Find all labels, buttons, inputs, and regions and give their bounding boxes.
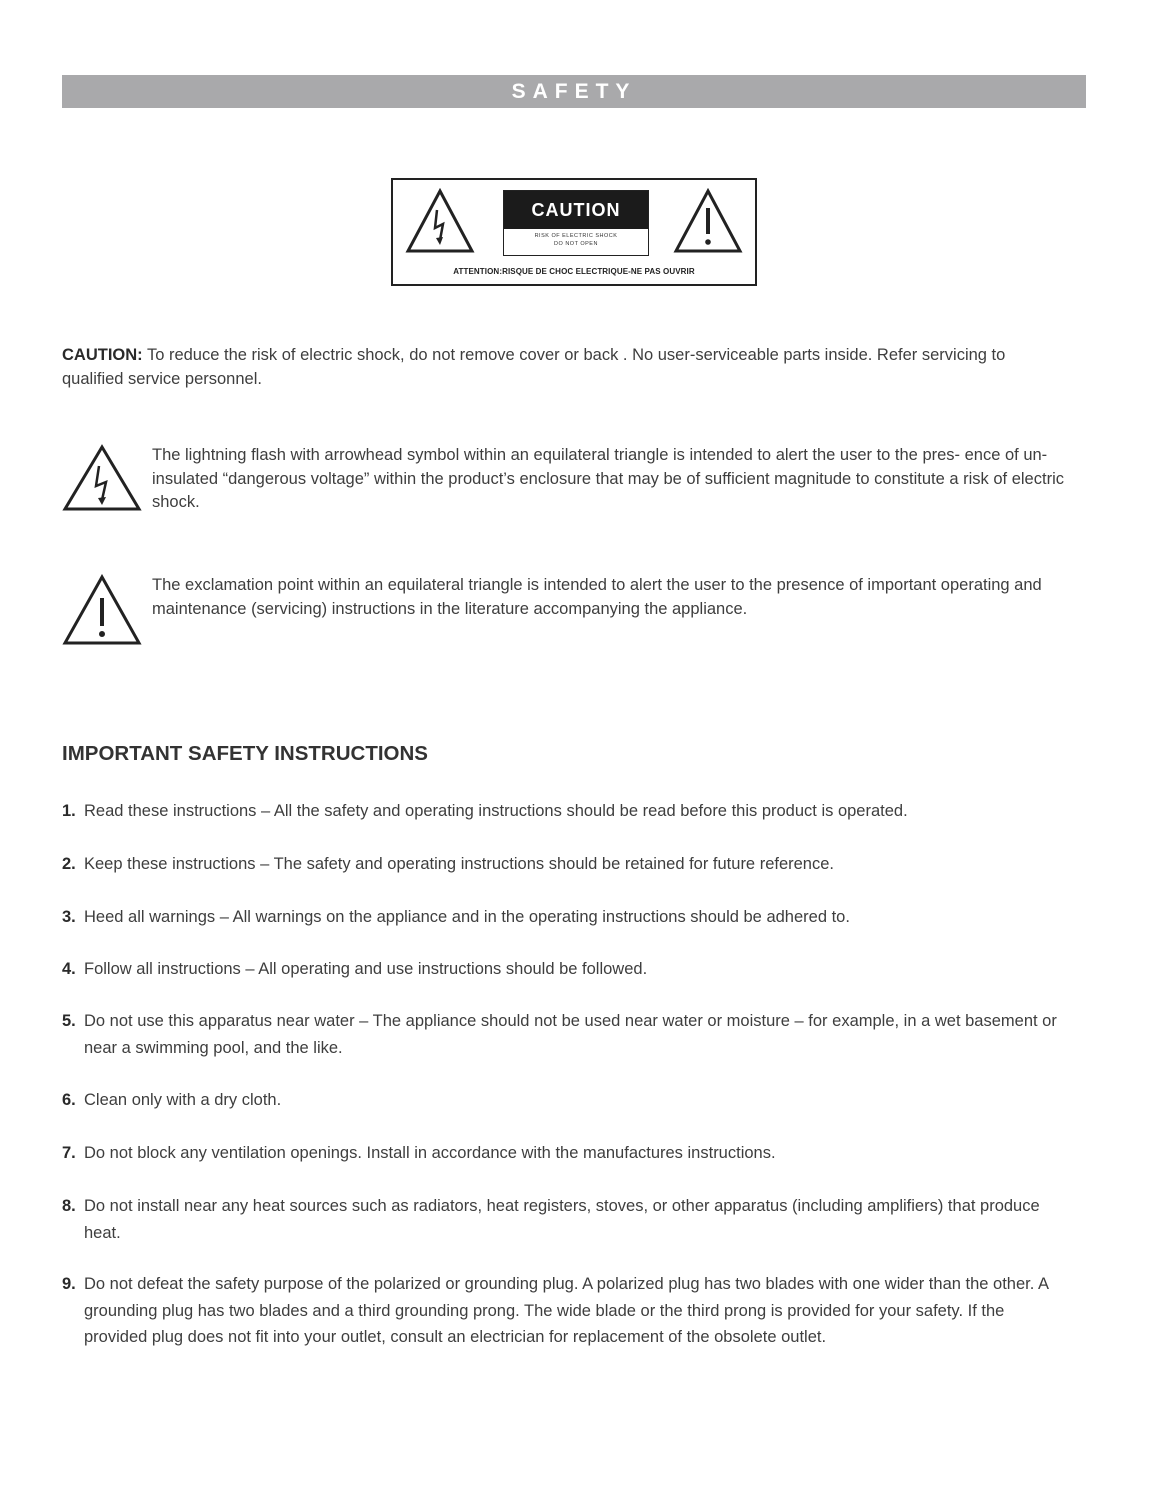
- instruction-item: [62, 798, 1072, 825]
- caution-paragraph-text: To reduce the risk of electric shock, do not remove cover or back . No user-serviceable parts inside. Refer servicing to qualified service personnel.: [62, 346, 1006, 388]
- instruction-text: Heed all warnings – All warnings on the appliance and in the operating instructions should be adhered to.: [84, 908, 850, 926]
- instruction-item: [62, 1193, 1072, 1246]
- lightning-warning-icon: [405, 188, 475, 254]
- caution-paragraph-label: CAUTION:: [62, 346, 143, 364]
- caution-badge-line2: DO NOT OPEN: [554, 241, 598, 247]
- instruction-text: Read these instructions – All the safety and operating instructions should be read before this product is operated.: [84, 802, 908, 820]
- exclamation-triangle-icon: [62, 574, 142, 646]
- instructions-heading: IMPORTANT SAFETY INSTRUCTIONS: [62, 742, 428, 765]
- instruction-number: 9.: [62, 1275, 76, 1293]
- section-title-safety: SAFETY: [511, 79, 637, 103]
- instruction-text: Do not install near any heat sources such as radiators, heat registers, stoves, or other apparatus (including amplifiers) that produce heat.: [84, 1197, 1040, 1242]
- lightning-triangle-icon: [62, 444, 142, 512]
- caution-paragraph: [62, 343, 1062, 391]
- exclamation-symbol-text: The exclamation point within an equilateral triangle is intended to alert the user to the presence of important operating and maintenance (servicing) instructions in the literature accompanying the appliance.: [152, 576, 1042, 618]
- instruction-number: 8.: [62, 1197, 76, 1215]
- lightning-symbol-text: The lightning flash with arrowhead symbol within an equilateral triangle is intended to alert the user to the pres- ence of un-insulated “dangerous voltage” within the product’s enclosure that may be of sufficient magnitude to constitute a risk of electric shock.: [152, 446, 1064, 511]
- instruction-number: 1.: [62, 802, 76, 820]
- caution-attention-french: ATTENTION:RISQUE DE CHOC ELECTRIQUE-NE PAS OUVRIR: [453, 267, 695, 276]
- instruction-number: 7.: [62, 1144, 76, 1162]
- instruction-number: 5.: [62, 1012, 76, 1030]
- caution-badge-line1: RISK OF ELECTRIC SHOCK: [534, 233, 618, 239]
- instruction-item: [62, 956, 1072, 983]
- caution-badge-title: CAUTION: [504, 191, 648, 229]
- instruction-item: [62, 1271, 1072, 1351]
- instruction-number: 2.: [62, 855, 76, 873]
- instruction-text: Keep these instructions – The safety and operating instructions should be retained for future reference.: [84, 855, 834, 873]
- instruction-text: Clean only with a dry cloth.: [84, 1091, 282, 1109]
- instruction-text: Do not defeat the safety purpose of the polarized or grounding plug. A polarized plug has two blades with one wider than the other. A grounding plug has two blades and a third grounding prong. The wide blade or the third prong is provided for your safety. If the provided plug does not fit into your outlet, consult an electrician for replacement of the obsolete outlet.: [84, 1275, 1049, 1346]
- instruction-number: 6.: [62, 1091, 76, 1109]
- instruction-text: Do not block any ventilation openings. Install in accordance with the manufactures instructions.: [84, 1144, 776, 1162]
- instruction-number: 3.: [62, 908, 76, 926]
- instruction-item: [62, 904, 1072, 931]
- instruction-item: [62, 1087, 1072, 1114]
- instruction-number: 4.: [62, 960, 76, 978]
- instruction-text: Do not use this apparatus near water – The appliance should not be used near water or moisture – for example, in a wet basement or near a swimming pool, and the like.: [84, 1012, 1057, 1057]
- instruction-item: [62, 1008, 1072, 1061]
- caution-badge: [503, 190, 649, 256]
- instruction-item: [62, 1140, 1072, 1167]
- instruction-item: [62, 851, 1072, 878]
- instruction-text: Follow all instructions – All operating and use instructions should be followed.: [84, 960, 648, 978]
- caution-label-graphic: [391, 178, 757, 286]
- section-header-bar: [62, 75, 1086, 108]
- exclamation-warning-icon: [673, 188, 743, 254]
